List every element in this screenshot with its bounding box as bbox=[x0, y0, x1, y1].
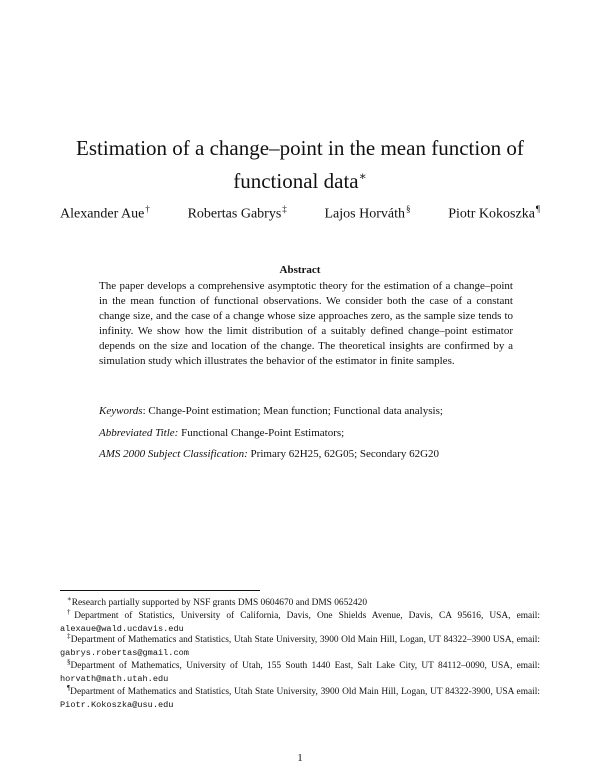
ams-text: Primary 62H25, 62G05; Secondary 62G20 bbox=[247, 448, 440, 460]
author-name: Alexander Aue bbox=[60, 206, 145, 222]
abstract-heading: Abstract bbox=[279, 264, 321, 276]
author-kokoszka bbox=[448, 204, 540, 223]
author-horvath bbox=[325, 204, 411, 223]
footnote-email: horvath@math.utah.edu bbox=[60, 674, 169, 685]
keywords-text: : Change-Point estimation; Mean function; Functional data analysis; bbox=[142, 405, 443, 417]
footnote-text: Department of Mathematics, University of Utah, 155 South 1440 East, Salt Lake City, UT 84112–0090, USA, email: bbox=[70, 661, 540, 672]
abbreviated-title bbox=[99, 427, 519, 439]
footnote-rule bbox=[60, 590, 260, 591]
footnote-text: Department of Mathematics and Statistics, Utah State University, 3900 Old Main Hill, Logan, UT 84322-3900, USA email: bbox=[70, 687, 540, 698]
author-mark: ‡ bbox=[282, 204, 287, 214]
footnote-5 bbox=[60, 682, 540, 712]
footnote-mark: ¶ bbox=[67, 684, 71, 692]
page-number: 1 bbox=[297, 752, 303, 764]
title-line-2-text: functional data bbox=[233, 169, 359, 193]
paper-title bbox=[60, 134, 540, 195]
author-list bbox=[60, 204, 540, 223]
author-mark: † bbox=[145, 204, 150, 214]
title-line-1: Estimation of a change–point in the mean function of bbox=[76, 136, 524, 160]
author-name: Robertas Gabrys bbox=[187, 206, 282, 222]
footnote-mark: ∗ bbox=[67, 595, 72, 603]
footnote-email: Piotr.Kokoszka@usu.edu bbox=[60, 700, 174, 711]
author-mark: ¶ bbox=[535, 204, 540, 214]
footnote-email: alexaue@wald.ucdavis.edu bbox=[60, 624, 184, 635]
author-mark: § bbox=[405, 204, 411, 214]
abbreviated-title-text: Functional Change-Point Estimators; bbox=[178, 427, 345, 439]
footnote-mark: ‡ bbox=[67, 632, 71, 640]
author-gabrys bbox=[188, 204, 287, 223]
keywords-label: Keywords bbox=[99, 405, 143, 417]
footnote-email: gabrys.robertas@gmail.com bbox=[60, 648, 189, 659]
footnote-text: Department of Mathematics and Statistics, Utah State University, 3900 Old Main Hill, Logan, UT 84322–3900 USA, email: bbox=[70, 635, 540, 646]
ams-classification bbox=[99, 448, 519, 460]
footnote-mark: † bbox=[67, 608, 75, 616]
abstract-text: The paper develops a comprehensive asymptotic theory for the estimation of a change–point in the mean function of functional observations. We consider both the case of a constant change size, and the case of a change whose size approaches zero, as the sample size tends to infinity. We show how the limit distribution of a suitably defined change–point estimator depends on the size and location of the change. The theoretical insights are confirmed by a simulation study which illustrates the behavior of the estimator in finite samples. bbox=[99, 280, 513, 367]
title-line-2 bbox=[60, 162, 540, 195]
abbreviated-title-label: Abbreviated Title: bbox=[99, 427, 179, 439]
footnote-mark: § bbox=[67, 658, 71, 666]
footnote-text: Research partially supported by NSF grants DMS 0604670 and DMS 0652420 bbox=[71, 598, 368, 609]
title-footnote-mark: ∗ bbox=[358, 169, 367, 183]
author-name: Piotr Kokoszka bbox=[448, 206, 535, 222]
keywords bbox=[99, 405, 519, 417]
author-aue bbox=[60, 204, 150, 223]
ams-label: AMS 2000 Subject Classification: bbox=[99, 448, 248, 460]
author-name: Lajos Horváth bbox=[324, 206, 405, 222]
footnote-text: Department of Statistics, University of California, Davis, One Shields Avenue, Davis, CA 95616, USA, email: bbox=[74, 611, 540, 622]
